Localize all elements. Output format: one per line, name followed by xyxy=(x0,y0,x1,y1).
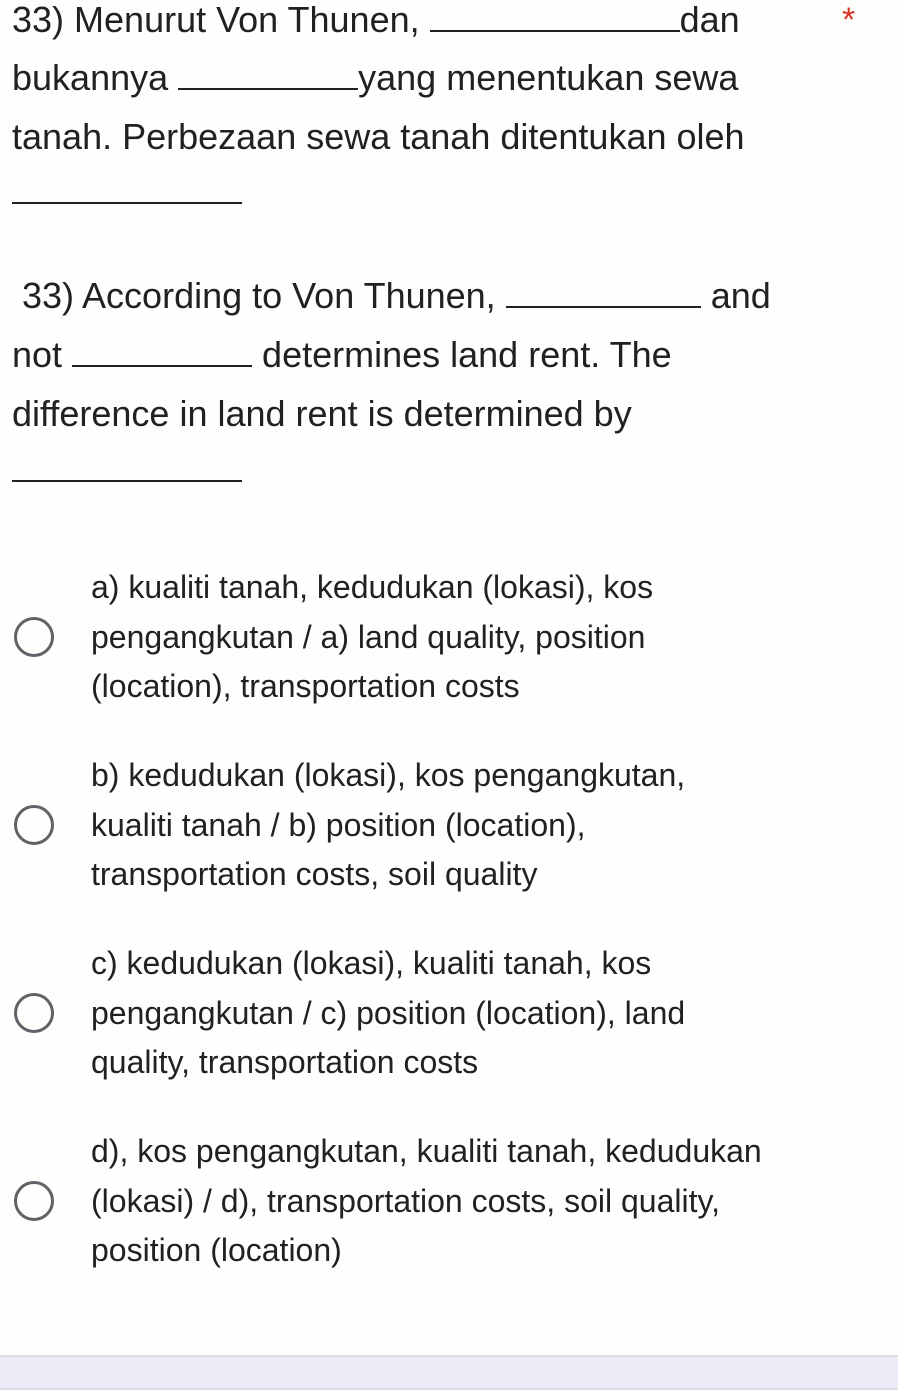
question-line: difference in land rent is determined by xyxy=(12,393,632,434)
question-line xyxy=(12,450,242,490)
option-label: pengangkutan / a) land quality, position xyxy=(91,619,646,655)
option-label: quality, transportation costs xyxy=(91,1044,479,1080)
question-line xyxy=(12,0,740,40)
question-line xyxy=(12,58,738,98)
question-text: and xyxy=(700,275,771,316)
question-text: bukannya xyxy=(12,57,179,98)
option-label: pengangkutan / c) position (location), land xyxy=(91,995,686,1031)
option-label: c) kedudukan (lokasi), kualiti tanah, kos xyxy=(91,945,652,981)
question-line: tanah. Perbezaan sewa tanah ditentukan oleh xyxy=(12,116,745,157)
radio-button[interactable] xyxy=(14,805,54,845)
option-label: kualiti tanah / b) position (location), xyxy=(91,807,586,843)
question-line xyxy=(12,335,672,375)
bottom-bar xyxy=(0,1355,898,1390)
option-label: (location), transportation costs xyxy=(91,668,520,704)
blank xyxy=(12,172,242,204)
blank xyxy=(178,58,358,90)
option-label: (lokasi) / d), transportation costs, soil quality, xyxy=(91,1183,720,1219)
option-label: d), kos pengangkutan, kualiti tanah, kedudukan xyxy=(91,1133,762,1169)
blank xyxy=(430,0,680,32)
radio-button[interactable] xyxy=(14,617,54,657)
option-label: b) kedudukan (lokasi), kos pengangkutan, xyxy=(91,757,686,793)
required-asterisk: * xyxy=(842,1,856,39)
option-label: position (location) xyxy=(91,1232,342,1268)
blank xyxy=(506,276,701,308)
option-label: a) kualiti tanah, kedudukan (lokasi), kos xyxy=(91,569,654,605)
question-text: 33) Menurut Von Thunen, xyxy=(12,0,430,40)
radio-button[interactable] xyxy=(14,1181,54,1221)
question-text: yang menentukan sewa xyxy=(358,57,739,98)
question-text: determines land rent. The xyxy=(252,334,672,375)
option-label: transportation costs, soil quality xyxy=(91,856,538,892)
blank xyxy=(72,335,252,367)
blank xyxy=(12,450,242,482)
radio-button[interactable] xyxy=(14,993,54,1033)
question-line xyxy=(22,276,771,316)
question-text: dan xyxy=(679,0,740,40)
question-text: 33) According to Von Thunen, xyxy=(22,275,506,316)
question-line xyxy=(12,172,242,212)
question-text: not xyxy=(12,334,73,375)
